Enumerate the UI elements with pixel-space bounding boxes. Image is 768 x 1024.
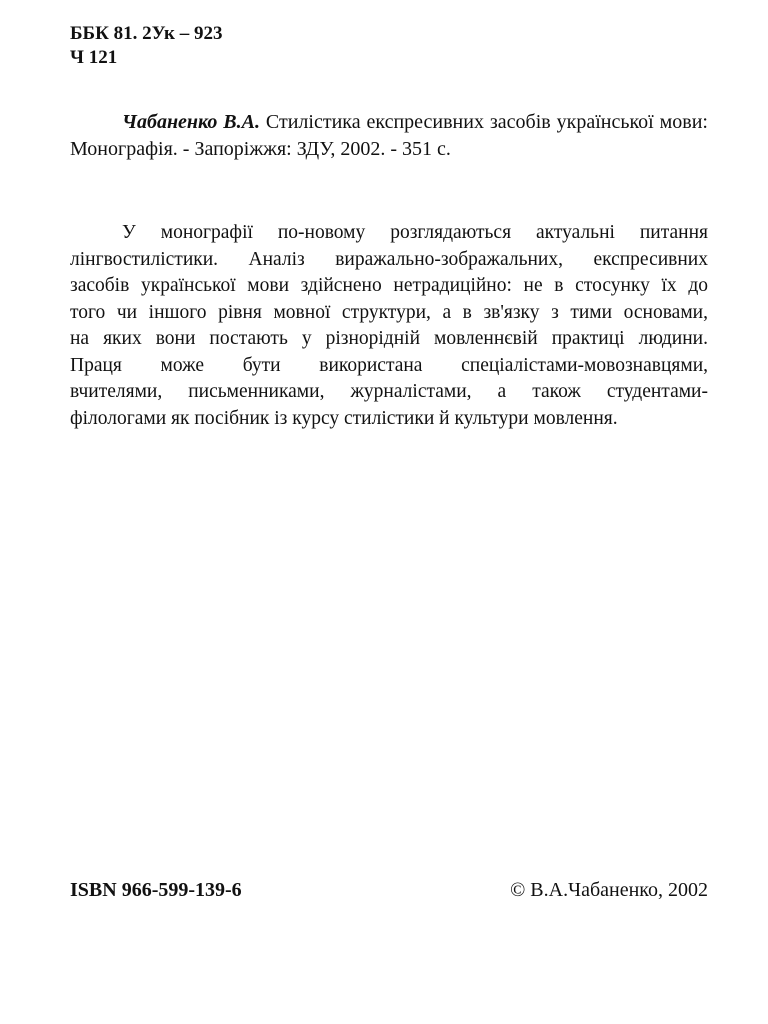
bibliographic-citation <box>70 109 708 163</box>
abstract-line: того чи іншого рівня мовної структури, а в зв'язку з тими основами, <box>70 301 708 323</box>
abstract-line: філологами як посібник із курсу стилістики й культури мовлення. <box>70 407 618 429</box>
citation-text: Стилістика експресивних засобів української мови: Монографія. - Запоріжжя: ЗДУ, 2002. - 351 с. <box>70 111 708 160</box>
bbk-index: ББК 81. 2Ук – 923 <box>70 23 223 44</box>
abstract-line: вчителями, письменниками, журналістами, а також студентами- <box>70 381 708 402</box>
copyright-notice: © В.А.Чабаненко, 2002 <box>510 879 708 901</box>
classification-block <box>70 22 222 70</box>
abstract-line: Праця може бути використана спеціалістами-мовознавцями, <box>70 354 708 376</box>
abstract-line: У монографії по-новому розглядаються актуальні питання <box>122 222 708 243</box>
citation-author: Чабаненко В.А. <box>122 111 260 133</box>
abstract-line: лінгвостилістики. Аналіз виражально-зображальних, експресивних <box>70 248 708 270</box>
footer <box>70 879 708 909</box>
abstract-line: засобів української мови здійснено нетрадиційно: не в стосунку їх до <box>70 275 708 296</box>
abstract <box>70 220 708 432</box>
abstract-line: на яких вони постають у різнорідній мовленнєвій практиці людини. <box>70 328 708 349</box>
author-mark: Ч 121 <box>70 47 118 68</box>
isbn: ISBN 966-599-139-6 <box>70 879 242 901</box>
